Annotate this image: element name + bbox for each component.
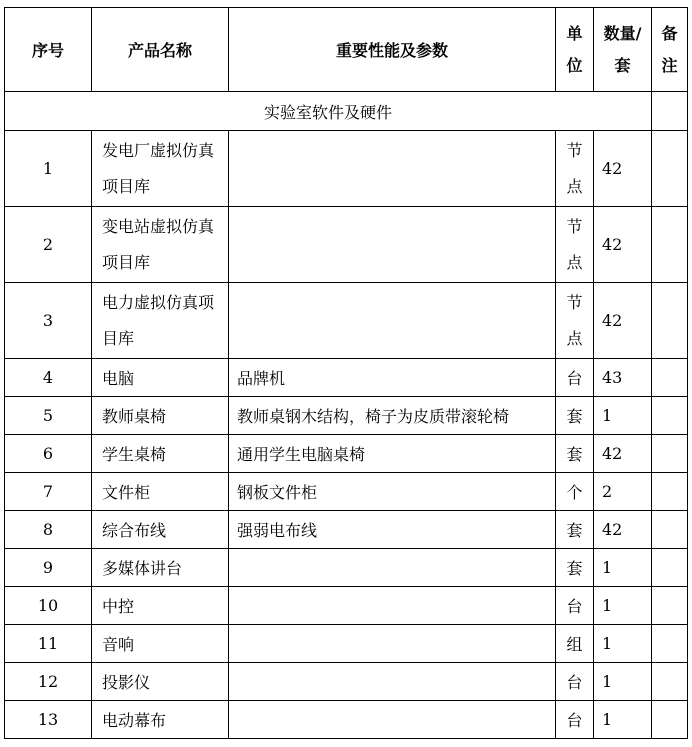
row-unit: 套	[556, 549, 594, 587]
row-unit: 台	[556, 663, 594, 701]
row-spec	[229, 283, 556, 359]
row-remark	[652, 473, 688, 511]
row-qty: 1	[594, 625, 652, 663]
row-qty: 43	[594, 359, 652, 397]
table-row	[5, 625, 688, 663]
row-name-line: 项目库	[102, 176, 151, 196]
table-row	[5, 397, 688, 435]
header-unit-line-1: 单	[566, 23, 583, 43]
row-no: 1	[5, 131, 92, 207]
table-row	[5, 131, 688, 207]
row-remark	[652, 625, 688, 663]
row-spec: 品牌机	[229, 359, 556, 397]
row-unit: 套	[556, 397, 594, 435]
row-name: 文件柜	[92, 473, 229, 511]
row-qty: 42	[594, 283, 652, 359]
header-remark-line-2: 注	[661, 55, 678, 75]
row-no: 3	[5, 283, 92, 359]
row-spec: 通用学生电脑桌椅	[229, 435, 556, 473]
header-no: 序号	[5, 8, 92, 92]
row-name: 中控	[92, 587, 229, 625]
row-qty: 1	[594, 701, 652, 739]
table-row	[5, 435, 688, 473]
table-row	[5, 473, 688, 511]
row-unit-line: 节	[566, 216, 583, 236]
row-spec	[229, 663, 556, 701]
row-no: 12	[5, 663, 92, 701]
row-name	[92, 207, 229, 283]
header-unit	[556, 8, 594, 92]
row-spec	[229, 207, 556, 283]
row-remark	[652, 663, 688, 701]
row-spec: 钢板文件柜	[229, 473, 556, 511]
header-name: 产品名称	[92, 8, 229, 92]
row-name-line: 目库	[102, 328, 135, 348]
row-no: 11	[5, 625, 92, 663]
row-remark	[652, 549, 688, 587]
row-name-line: 项目库	[102, 252, 151, 272]
table-row	[5, 587, 688, 625]
row-qty: 42	[594, 207, 652, 283]
row-no: 8	[5, 511, 92, 549]
row-no: 4	[5, 359, 92, 397]
equipment-table	[4, 7, 688, 739]
header-unit-line-2: 位	[566, 55, 583, 75]
row-unit-line: 点	[566, 176, 583, 196]
row-name: 多媒体讲台	[92, 549, 229, 587]
table-row	[5, 283, 688, 359]
row-qty: 1	[594, 549, 652, 587]
row-unit: 台	[556, 359, 594, 397]
row-name: 学生桌椅	[92, 435, 229, 473]
row-remark	[652, 701, 688, 739]
row-no: 5	[5, 397, 92, 435]
table-row	[5, 663, 688, 701]
row-qty: 1	[594, 397, 652, 435]
table-row	[5, 511, 688, 549]
row-unit: 台	[556, 701, 594, 739]
row-name	[92, 283, 229, 359]
row-spec	[229, 625, 556, 663]
row-name-line: 电力虚拟仿真项	[102, 292, 215, 312]
row-unit: 个	[556, 473, 594, 511]
row-name-line: 发电厂虚拟仿真	[102, 140, 215, 160]
row-qty: 42	[594, 131, 652, 207]
row-name: 电动幕布	[92, 701, 229, 739]
row-no: 13	[5, 701, 92, 739]
header-remark-line-1: 备	[661, 23, 678, 43]
row-unit: 台	[556, 587, 594, 625]
row-remark	[652, 207, 688, 283]
row-unit	[556, 207, 594, 283]
row-remark	[652, 131, 688, 207]
row-no: 2	[5, 207, 92, 283]
row-no: 7	[5, 473, 92, 511]
row-unit: 组	[556, 625, 594, 663]
row-unit-line: 节	[566, 140, 583, 160]
header-qty-line-2: 套	[614, 55, 631, 75]
section-remark-cell	[652, 92, 688, 131]
row-unit: 套	[556, 435, 594, 473]
row-remark	[652, 397, 688, 435]
row-name: 教师桌椅	[92, 397, 229, 435]
table-row	[5, 701, 688, 739]
header-qty-line-1: 数量/	[603, 23, 642, 43]
row-unit-line: 节	[566, 292, 583, 312]
row-qty: 2	[594, 473, 652, 511]
row-spec	[229, 587, 556, 625]
row-remark	[652, 511, 688, 549]
row-spec	[229, 549, 556, 587]
row-no: 10	[5, 587, 92, 625]
row-spec: 强弱电布线	[229, 511, 556, 549]
header-spec: 重要性能及参数	[229, 8, 556, 92]
row-remark	[652, 283, 688, 359]
row-unit	[556, 283, 594, 359]
table-row	[5, 359, 688, 397]
table-row	[5, 549, 688, 587]
header-remark	[652, 8, 688, 92]
row-spec	[229, 701, 556, 739]
row-qty: 1	[594, 587, 652, 625]
row-name-line: 变电站虚拟仿真	[102, 216, 215, 236]
row-remark	[652, 359, 688, 397]
row-unit-line: 点	[566, 252, 583, 272]
row-name	[92, 131, 229, 207]
row-name: 电脑	[92, 359, 229, 397]
section-row	[5, 92, 688, 131]
row-qty: 42	[594, 511, 652, 549]
row-no: 9	[5, 549, 92, 587]
row-name: 音响	[92, 625, 229, 663]
row-qty: 42	[594, 435, 652, 473]
section-title: 实验室软件及硬件	[5, 92, 652, 131]
row-unit	[556, 131, 594, 207]
row-name: 投影仪	[92, 663, 229, 701]
row-remark	[652, 587, 688, 625]
row-unit-line: 点	[566, 328, 583, 348]
row-unit: 套	[556, 511, 594, 549]
header-row	[5, 8, 688, 92]
header-qty	[594, 8, 652, 92]
table-row	[5, 207, 688, 283]
row-spec: 教师桌钢木结构，椅子为皮质带滚轮椅	[229, 397, 556, 435]
row-remark	[652, 435, 688, 473]
row-no: 6	[5, 435, 92, 473]
row-qty: 1	[594, 663, 652, 701]
row-name: 综合布线	[92, 511, 229, 549]
row-spec	[229, 131, 556, 207]
